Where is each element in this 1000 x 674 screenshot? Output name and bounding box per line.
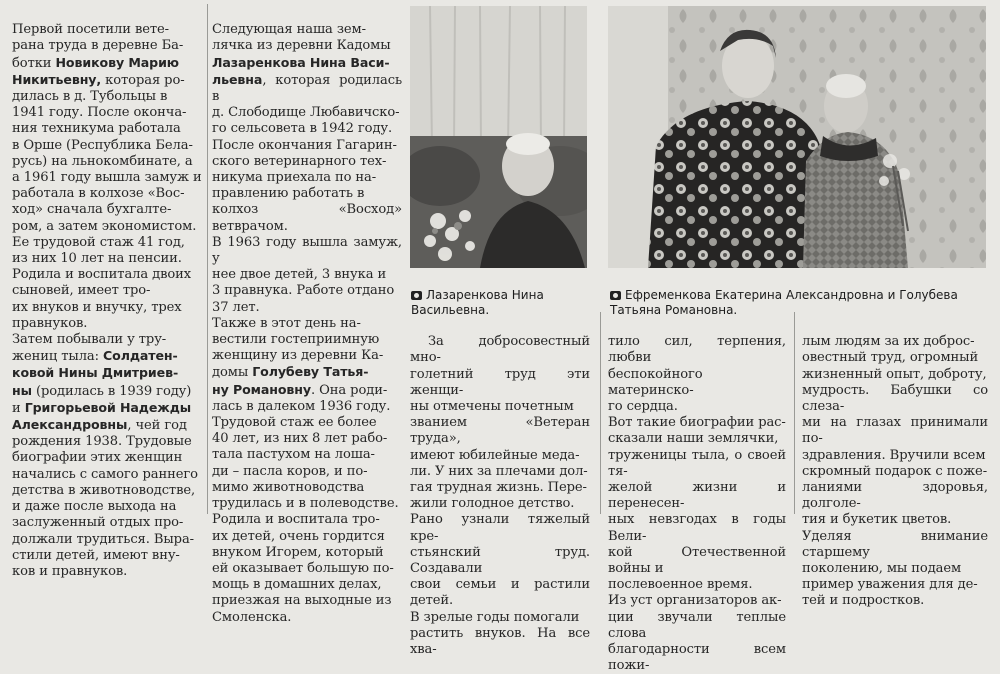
column-divider (600, 312, 601, 514)
text: лым людям за их доброс- овестный труд, огромный жизненный опыт, доброту, мудрость. Бабушки со слеза- ми на глазах принимали по- здравления. Вручили всем скромный подарок с поже- ланиями здоровья, долголе- тия и букетик цветов. Уделяя внимание старшему поколению, мы подаем пример уважения для де- тей и подростков. (802, 334, 988, 609)
article-column-3 (410, 318, 590, 658)
text: За добросовестный мно- голетний труд эти женщи- ны отмечены почетным званием «Ветеран труда», имеют юбилейные меда- ли. У них за плечами дол- гая трудная жизнь. Пере- жили голодное детство. Рано узнали тяжелый кре- стьянский труд. Создавали свои семьи и растили детей. В зрелые годы помогали растить внуков. На все хва- (410, 334, 590, 658)
text: Также в этот день на- вестили гостеприимную женщину из деревни Ка- домы (212, 315, 384, 381)
photo1-caption (411, 272, 596, 319)
article-column-5 (802, 318, 988, 610)
text: Затем побывали у тру- жениц тыла: (12, 332, 167, 365)
text: , которая родилась в д. Слободище Любавичско- го сельсовета в 1942 году. После окончания Гагарин- ского ветеринарного тех- никума приехала по на- правлению работать в колхоз «Восход» ветврачом. В 1963 году вышла замуж, у нее двое детей, 3 внука и 3 правнука. Работе отдано 37 лет. (212, 72, 402, 315)
person-name: Солдатен- ковой Нины Дмитриев- ны (12, 348, 179, 398)
article-column-1 (12, 6, 204, 580)
text: . Она роди- лась в далеком 1936 году. Трудовой стаж ее более 40 лет, из них 8 лет рабо- тала пастухом на лоша- ди – пасла коров, и по- мимо животноводства трудилась и в полеводстве. Родила и воспитала тро- их детей, очень гордится внуком Игорем, который ей оказывает большую по- мощь в домашних делах, приезжая на выходные из Смоленска. (212, 382, 399, 625)
column-divider (207, 4, 208, 514)
photo-efremenkova-golubeva (608, 6, 986, 268)
person-name: Голубеву Татья- ну Романовну (212, 364, 369, 397)
article-column-2 (212, 6, 402, 626)
photo-image (410, 6, 587, 268)
caption-text: Лазаренкова Нина Васильевна. (411, 287, 544, 317)
photo-lazarenkova (410, 6, 587, 268)
camera-icon (610, 291, 621, 300)
photo-image (608, 6, 986, 268)
text: (родилась в 1939 году) и (12, 383, 192, 416)
text: Первой посетили вете- рана труда в деревне Ба- ботки (12, 22, 184, 71)
person-name: Лазаренкова Нина Васи- льевна (212, 54, 390, 87)
text: , чей год рождения 1938. Трудовые биографии этих женщин начались с самого раннего детства в животноводстве, и даже после выхода на заслуженный отдых про- должали трудиться. Выра- стили детей, имеют вну- ков и правнуков. (12, 418, 198, 579)
text: которая ро- дилась в д. Тубольцы в 1941 году. После оконча- ния техникума работала в Орше (Республика Бела- русь) на льнокомбинате, а а 1961 году вышла замуж и работала в колхозе «Вос- ход» сначала бухгалте- ром, а затем экономистом. Ее трудовой стаж 41 год, из них 10 лет на пенсии. Родила и воспитала двоих сыновей, имеет тро- их внуков и внучку, трех правнуков. (12, 72, 202, 331)
person-name: Григорьевой Надежды Александровны (12, 399, 192, 433)
text: тило сил, терпения, любви беспокойного материнско- го сердца. Вот такие биографии рас- сказали наши землячки, труженицы тыла, о своей тя- желой жизни и перенесен- ных невзгодах в годы Вели- кой Отечественной войны и послевоенное время. Из уст организаторов ак- ции звучали теплые слова благодарности всем пожи- (608, 334, 786, 674)
caption-text: Ефременкова Екатерина Александровна и Голубева Татьяна Романовна. (610, 287, 958, 317)
camera-icon (411, 291, 422, 300)
photo2-caption (610, 272, 990, 319)
article-column-4 (608, 318, 786, 674)
column-divider (794, 312, 795, 514)
person-name: Новикову Марию Никитьевну, (12, 54, 179, 87)
text: Следующая наша зем- лячка из деревни Кадомы (212, 22, 391, 54)
